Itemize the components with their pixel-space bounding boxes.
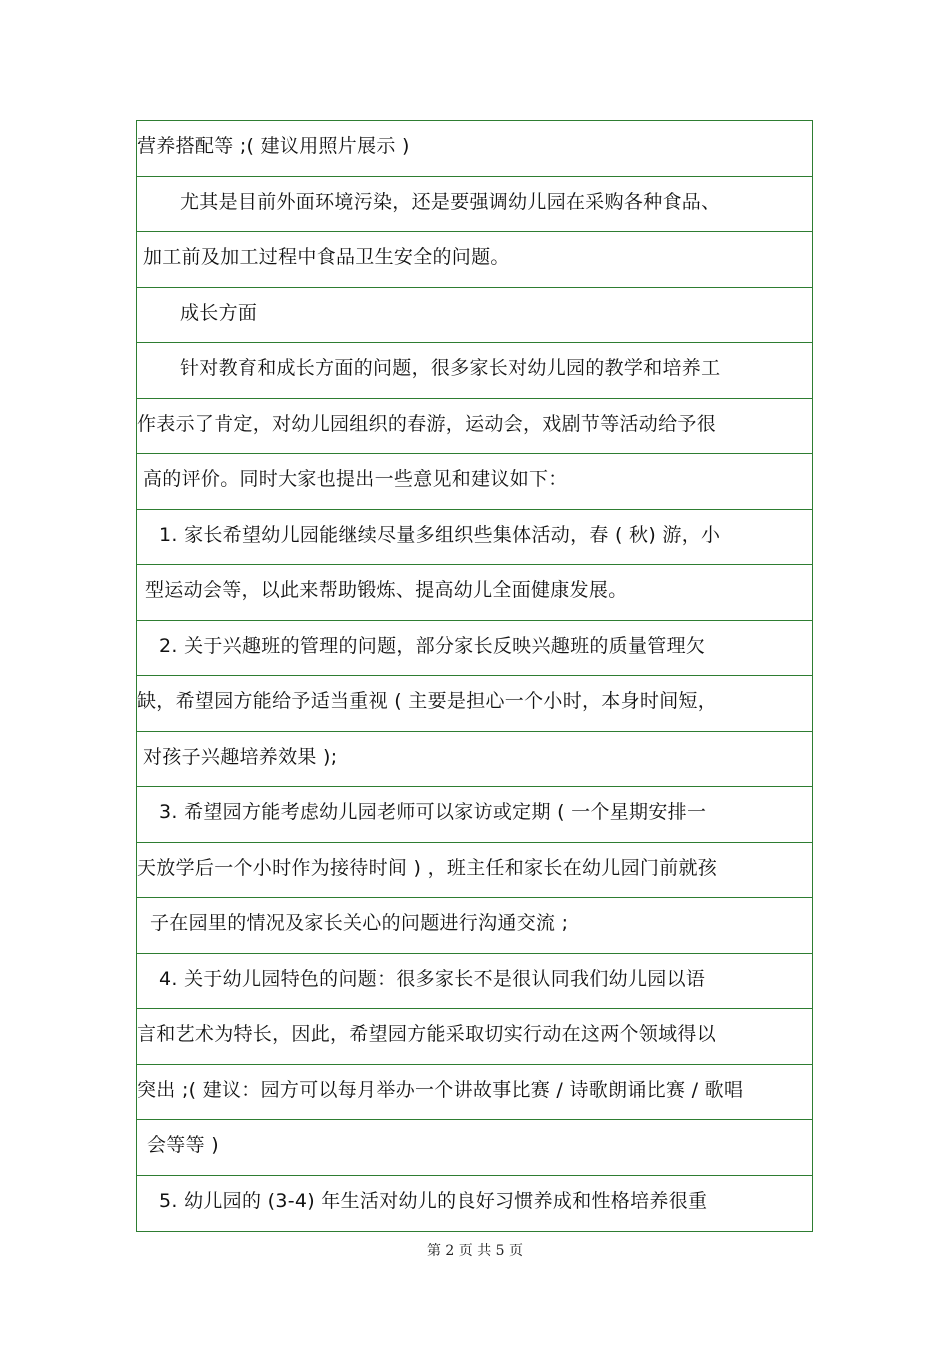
text-line: 5. 幼儿园的 (3-4) 年生活对幼儿的良好习惯养成和性格培养很重: [159, 1189, 708, 1212]
table-row: [137, 510, 812, 566]
text-line: 子在园里的情况及家长关心的问题进行沟通交流 ;: [150, 912, 569, 934]
table-row: [137, 787, 812, 843]
table-row: [137, 343, 812, 399]
text-line: 缺，希望园方能给予适当重视 ( 主要是担心一个小时，本身时间短，: [137, 690, 718, 712]
table-row: [137, 732, 812, 788]
table-row: [137, 898, 812, 954]
table-row: [137, 399, 812, 455]
table-row: [137, 1009, 812, 1065]
page-number-footer: 第 2 页 共 5 页: [426, 1243, 524, 1259]
table-row: [137, 676, 812, 732]
text-line: 加工前及加工过程中食品卫生安全的问题。: [143, 246, 510, 268]
table-row: [137, 454, 812, 510]
text-line: 针对教育和成长方面的问题，很多家长对幼儿园的教学和培养工: [180, 357, 721, 379]
text-line: 会等等 ): [147, 1134, 219, 1156]
text-line: 3. 希望园方能考虑幼儿园老师可以家访或定期 ( 一个星期安排一: [159, 801, 707, 823]
document-table: [136, 120, 813, 1232]
text-line: 高的评价。同时大家也提出一些意见和建议如下：: [143, 468, 568, 490]
table-row: [137, 954, 812, 1010]
table-row: [137, 121, 812, 177]
text-line: 突出 ;( 建议：园方可以每月举办一个讲故事比赛 / 诗歌朗诵比赛 / 歌唱: [137, 1078, 744, 1101]
table-row: [137, 1176, 812, 1232]
table-row: [137, 1065, 812, 1121]
table-row: [137, 288, 812, 344]
table-row: [137, 1120, 812, 1176]
table-row: [137, 177, 812, 233]
text-line: 1. 家长希望幼儿园能继续尽量多组织些集体活动，春 ( 秋) 游，小: [159, 523, 721, 546]
text-line: 成长方面: [180, 301, 258, 324]
table-row: [137, 565, 812, 621]
text-line: 营养搭配等 ;( 建议用照片展示 ): [137, 135, 410, 157]
text-line: 尤其是目前外面环境污染，还是要强调幼儿园在采购各种食品、: [180, 190, 721, 213]
table-row: [137, 232, 812, 288]
table-row: [137, 843, 812, 899]
text-line: 2. 关于兴趣班的管理的问题，部分家长反映兴趣班的质量管理欠: [159, 634, 706, 657]
text-line: 言和艺术为特长，因此，希望园方能采取切实行动在这两个领域得以: [137, 1023, 717, 1045]
text-line: 天放学后一个小时作为接待时间 ) ，班主任和家长在幼儿园门前就孩: [137, 856, 718, 879]
text-line: 作表示了肯定，对幼儿园组织的春游，运动会，戏剧节等活动给予很: [137, 412, 717, 435]
text-line: 型运动会等，以此来帮助锻炼、提高幼儿全面健康发展。: [145, 579, 628, 601]
table-row: [137, 621, 812, 677]
text-line: 4. 关于幼儿园特色的问题：很多家长不是很认同我们幼儿园以语: [159, 967, 706, 990]
text-line: 对孩子兴趣培养效果 );: [143, 745, 338, 768]
